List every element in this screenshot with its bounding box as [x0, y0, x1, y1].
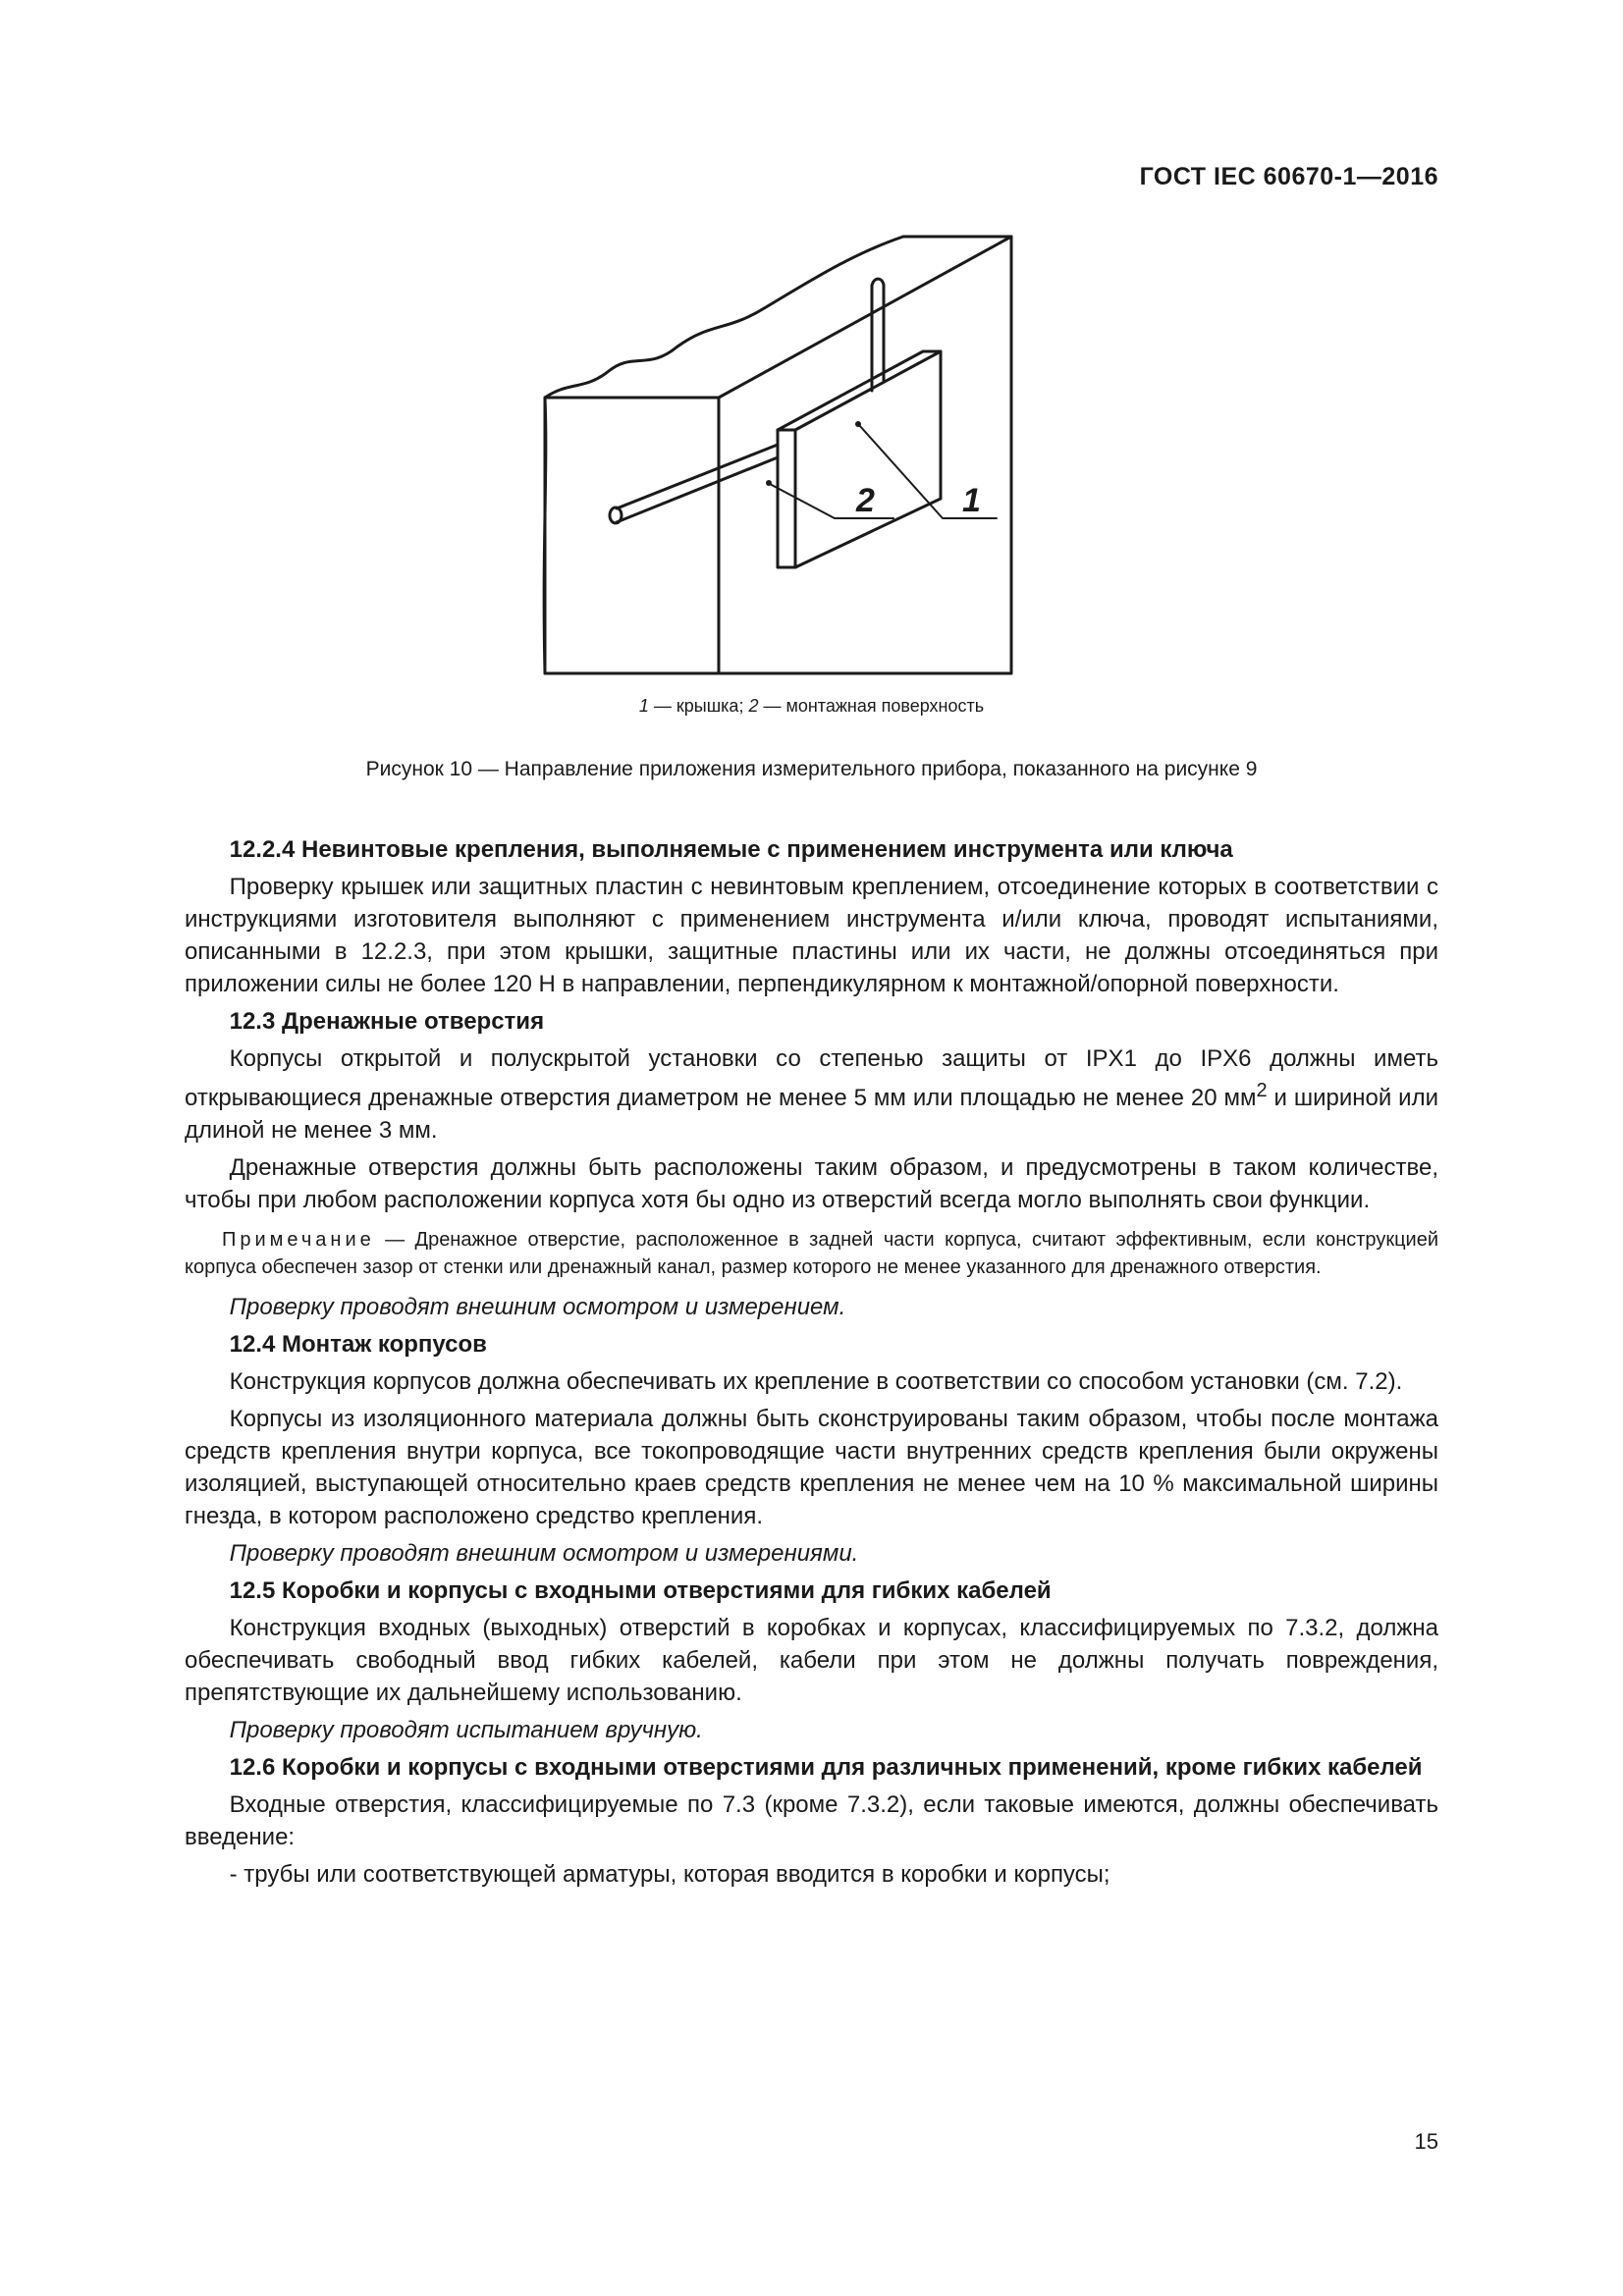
- section-12-4-paragraph-2: Корпусы из изоляционного материала должны быть сконструированы таким образом, чтобы после монтажа средств крепления внутри корпуса, все токопроводящие части внутренних средств крепления были окружены изоляцией, выступающей относительно краев средств крепления не менее чем на 10 % максимальной ширины гнезда, в котором расположено средство крепления.: [185, 1406, 1438, 1529]
- enclosure-drawing: [530, 224, 1021, 681]
- section-12-3-p1-text: Корпусы открытой и полускрытой установки со степенью защиты от IPX1 до IPX6 должны иметь открывающиеся дренажные отверстия диаметром не менее 5 мм или площадью не менее 20 мм: [185, 1045, 1438, 1111]
- section-12-4-title: 12.4 Монтаж корпусов: [229, 1331, 487, 1358]
- section-12-2-4-paragraph: Проверку крышек или защитных пластин с невинтовым креплением, отсоединение которых в соответствии с инструкциями изготовителя выполняют с применением инструмента и/или ключа, проводят испытаниями, описанными в 12.2.3, при этом крышки, защитные пластины или их части, не должны отсоединяться при приложении силы не более 120 Н в направлении, перпендикулярном к монтажной/опорной поверхности.: [185, 874, 1438, 997]
- document-body: [185, 830, 1438, 1896]
- section-12-6-paragraph: Входные отверстия, классифицируемые по 7.3 (кроме 7.3.2), если таковые имеются, должны обеспечивать введение:: [185, 1791, 1438, 1850]
- cover-plate-front: [795, 351, 941, 567]
- superscript: 2: [1256, 1080, 1268, 1101]
- legend-text-1: — крышка;: [648, 696, 749, 716]
- legend-number-1: 1: [638, 696, 649, 716]
- section-12-3-paragraph-1: [185, 1042, 1438, 1147]
- section-12-5-check: Проверку проводят испытанием вручную.: [229, 1717, 703, 1743]
- section-12-4-check: Проверку проводят внешним осмотром и измерениями.: [229, 1540, 859, 1567]
- callout-1: 1: [962, 482, 981, 519]
- left-edge: [544, 398, 546, 673]
- section-12-3-check: Проверку проводят внешним осмотром и измерением.: [229, 1294, 846, 1320]
- section-12-6-list-item: - трубы или соответствующей арматуры, которая вводится в коробки и корпусы;: [229, 1861, 1110, 1888]
- figure-legend: [0, 696, 1623, 717]
- vertical-rod-cap: [872, 279, 884, 286]
- cover-plate-side: [778, 430, 795, 567]
- note-text: — Дренажное отверстие, расположенное в задней части корпуса, считают эффективным, если конструкцией корпуса обеспечен зазор от стенки или дренажный канал, размер которого не менее указанного для дренажного отверстия.: [185, 1229, 1438, 1278]
- break-line: [545, 237, 903, 398]
- callout-2: 2: [856, 482, 875, 519]
- section-12-4-paragraph-1: Конструкция корпусов должна обеспечивать их крепление в соответствии со способом установки (см. 7.2).: [229, 1368, 1403, 1395]
- section-12-3-paragraph-2: Дренажные отверстия должны быть расположены таким образом, и предусмотрены в таком количестве, чтобы при любом расположении корпуса хотя бы одно из отверстий всегда могло выполнять свои функции.: [185, 1154, 1438, 1213]
- section-12-5-title: 12.5 Коробки и корпусы с входными отверстиями для гибких кабелей: [229, 1577, 1052, 1604]
- legend-number-2: 2: [748, 696, 759, 716]
- section-12-6-title: 12.6 Коробки и корпусы с входными отверстиями для различных применений, кроме гибких кабелей: [229, 1754, 1423, 1781]
- section-12-2-4-title: 12.2.4 Невинтовые крепления, выполняемые с применением инструмента или ключа: [229, 836, 1233, 863]
- section-12-3-title: 12.3 Дренажные отверстия: [229, 1008, 545, 1035]
- pointer-dot-1: [855, 421, 861, 427]
- horizontal-rod-2: [617, 457, 778, 522]
- horizontal-rod-end: [610, 507, 622, 523]
- section-12-5-paragraph: Конструкция входных (выходных) отверстий в коробках и корпусах, классифицируемых по 7.3.2, должна обеспечивать свободный ввод гибких кабелей, кабели при этом не должны получать повреждения, препятствующие их дальнейшему использованию.: [185, 1615, 1438, 1706]
- figure-10-drawing: [530, 224, 1021, 681]
- leader-line-2: [770, 484, 893, 518]
- legend-text-2: — монтажная поверхность: [758, 696, 985, 716]
- top-front-edge: [719, 237, 1011, 398]
- section-12-3-p1-tail: и шириной или длиной не менее 3 мм.: [185, 1085, 1438, 1144]
- horizontal-rod: [617, 445, 778, 508]
- page-number: 15: [1414, 2129, 1438, 2154]
- front-face: [545, 398, 719, 673]
- standard-designation: ГОСТ IEC 60670-1—2016: [1139, 163, 1438, 190]
- figure-caption: Рисунок 10 — Направление приложения измерительного прибора, показанного на рисунке 9: [365, 758, 1258, 780]
- section-12-3-note: [185, 1226, 1438, 1281]
- pointer-dot-2: [766, 480, 772, 486]
- note-label: Примечание: [222, 1229, 375, 1251]
